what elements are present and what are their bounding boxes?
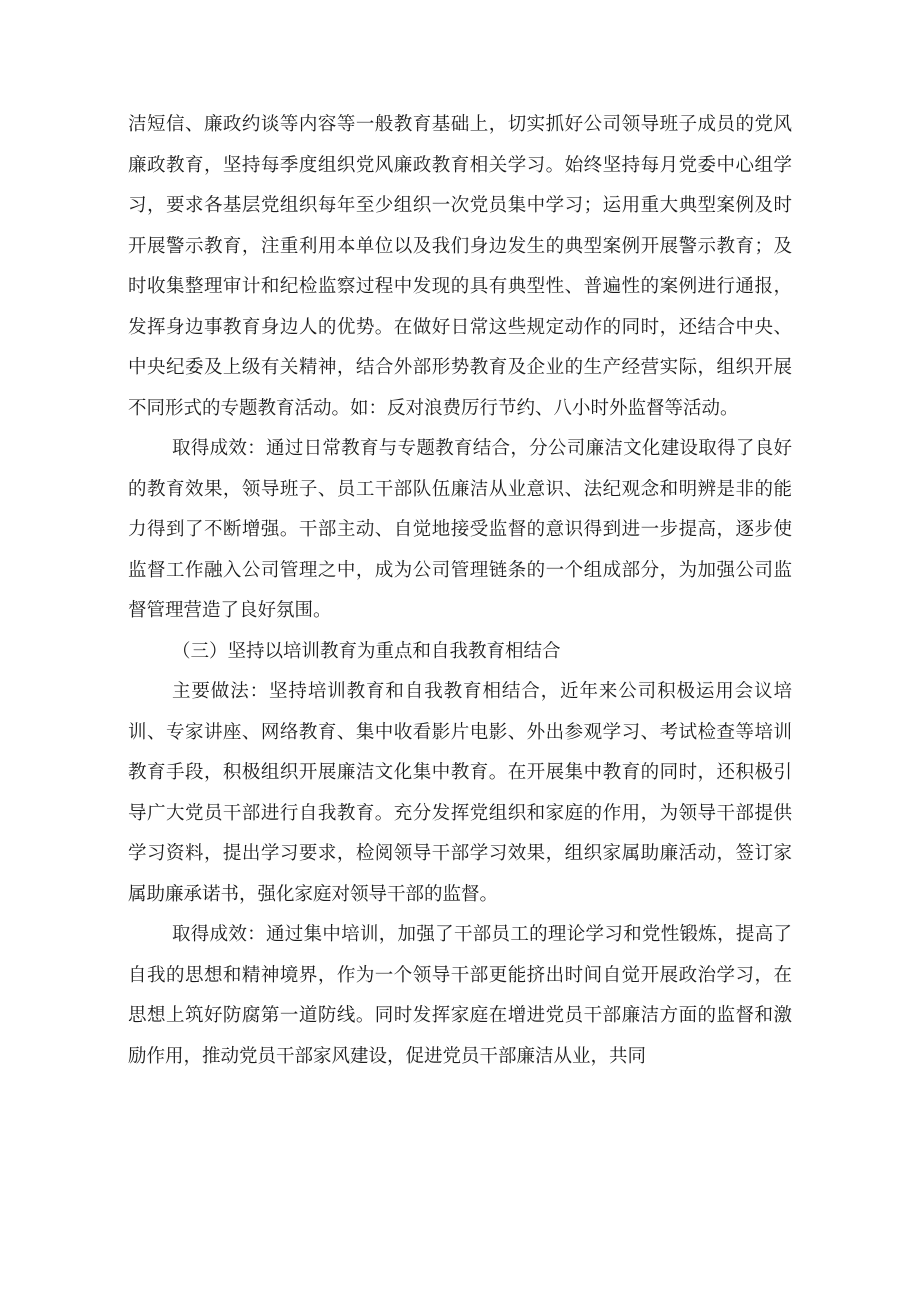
document-body — [128, 105, 792, 1077]
paragraph-results-daily-education: 取得成效：通过日常教育与专题教育结合，分公司廉洁文化建设取得了良好的教育效果，领导班子、员工干部队伍廉洁从业意识、法纪观念和明辨是非的能力得到了不断增强。干部主动、自觉地接受监督的意识得到进一步提高，逐步使监督工作融入公司管理之中，成为公司管理链条的一个组成部分，为加强公司监督管理营造了良好氛围。 — [128, 438, 792, 621]
paragraph-continuation: 洁短信、廉政约谈等内容等一般教育基础上，切实抓好公司领导班子成员的党风廉政教育，坚持每季度组织党风廉政教育相关学习。始终坚持每月党委中心组学习，要求各基层党组织每年至少组织一次党员集中学习；运用重大典型案例及时开展警示教育，注重利用本单位以及我们身边发生的典型案例开展警示教育；及时收集整理审计和纪检监察过程中发现的具有典型性、普遍性的案例进行通报，发挥身边事教育身边人的优势。在做好日常这些规定动作的同时，还结合中央、中央纪委及上级有关精神，结合外部形势教育及企业的生产经营实际，组织开展不同形式的专题教育活动。如：反对浪费厉行节约、八小时外监督等活动。 — [128, 114, 792, 419]
paragraph-main-practices: 主要做法：坚持培训教育和自我教育相结合，近年来公司积极运用会议培训、专家讲座、网络教育、集中收看影片电影、外出参观学习、考试检查等培训教育手段，积极组织开展廉洁文化集中教育。在开展集中教育的同时，还积极引导广大党员干部进行自我教育。充分发挥党组织和家庭的作用，为领导干部提供学习资料，提出学习要求，检阅领导干部学习效果，组织家属助廉活动，签订家属助廉承诺书，强化家庭对领导干部的监督。 — [128, 681, 792, 905]
paragraph-results-training: 取得成效：通过集中培训，加强了干部员工的理论学习和党性锻炼，提高了自我的思想和精神境界，作为一个领导干部更能挤出时间自觉开展政治学习，在思想上筑好防腐第一道防线。同时发挥家庭在增进党员干部廉洁方面的监督和激励作用，推动党员干部家风建设，促进党员干部廉洁从业，共同 — [128, 924, 792, 1067]
section-heading-three: （三）坚持以培训教育为重点和自我教育相结合 — [172, 640, 561, 662]
